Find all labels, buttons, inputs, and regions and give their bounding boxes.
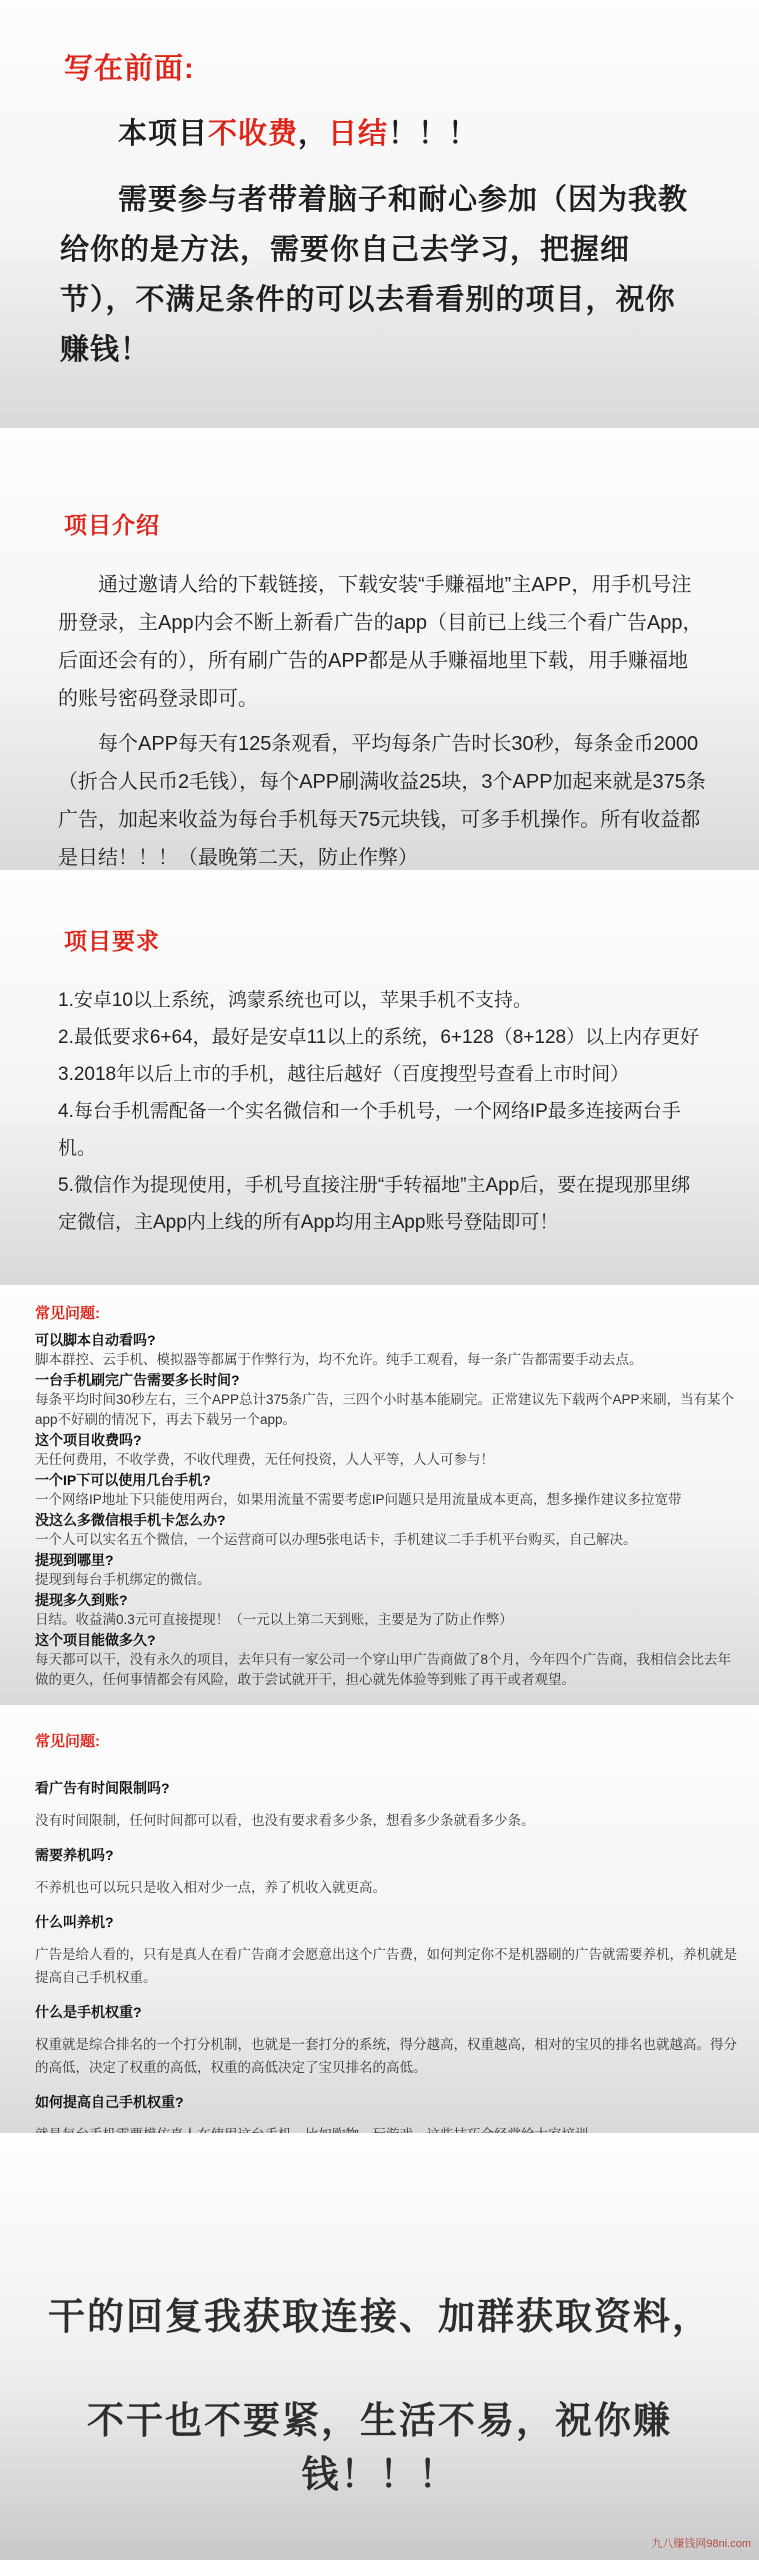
faq-question: 需要养机吗? bbox=[35, 1847, 114, 1863]
faq-answer: 提现到每台手机绑定的微信。 bbox=[35, 1572, 211, 1587]
section-project-intro bbox=[0, 428, 759, 870]
faq-answer: 没有时间限制，任何时间都可以看，也没有要求看多少条，想看多少条就看多少条。 bbox=[35, 1813, 535, 1828]
requirement-item: 4.每台手机需配备一个实名微信和一个手机号，一个网络IP最多连接两台手机。 bbox=[58, 1101, 681, 1159]
faq-question: 什么叫养机? bbox=[35, 1914, 114, 1930]
site-watermark: 九八赚钱网98ni.com bbox=[651, 2538, 751, 2550]
foreword-paragraph: 需要参与者带着脑子和耐心参加（因为我教给你的是方法，需要你自己去学习，把握细节），不满足条件的可以去看看别的项目，祝你赚钱！ bbox=[60, 184, 689, 366]
footer-wellwish: 不干也不要紧，生活不易，祝你赚钱！！！ bbox=[87, 2400, 672, 2495]
section-faq-2 bbox=[0, 1705, 759, 2133]
faq-entry bbox=[35, 1779, 739, 1832]
faq2-heading: 常见问题: bbox=[35, 1733, 100, 1750]
requirements-list bbox=[58, 982, 707, 1241]
faq-question: 一台手机刷完广告需要多长时间? bbox=[35, 1372, 240, 1388]
claim-pre: 本项目 bbox=[118, 118, 209, 150]
faq-answer: 每条平均时间30秒左右，三个APP总计375条广告，三四个小时基本能刷完。正常建议先下载两个APP来刷，当有某个app不好刷的情况下，再去下载另一个app。 bbox=[35, 1392, 735, 1427]
faq-entry bbox=[35, 1630, 739, 1690]
project-intro-paragraph-2: 每个APP每天有125条观看，平均每条广告时长30秒，每条金币2000（折合人民币2毛钱），每个APP刷满收益25块，3个APP加起来就是375条广告，加起来收益为每台手机每天75元块钱，可多手机操作。所有收益都是日结！！！（最晚第二天，防止作弊） bbox=[58, 733, 706, 869]
claim-free-highlight: 不收费 bbox=[208, 118, 299, 150]
faq-entry bbox=[35, 1590, 739, 1630]
faq-question: 这个项目收费吗? bbox=[35, 1432, 142, 1448]
faq-answer: 一个网络IP地址下只能使用两台，如果用流量不需要考虑IP问题只是用流量成本更高，想多操作建议多拉宽带 bbox=[35, 1492, 682, 1507]
faq-answer: 日结。收益满0.3元可直接提现！（一元以上第二天到账，主要是为了防止作弊） bbox=[35, 1612, 513, 1627]
faq-answer: 权重就是综合排名的一个打分机制，也就是一套打分的系统，得分越高，权重越高，相对的宝贝的排名也就越高。得分的高低，决定了权重的高低，权重的高低决定了宝贝排名的高低。 bbox=[35, 2037, 737, 2075]
faq2-list bbox=[35, 1779, 739, 2146]
requirement-item: 2.最低要求6+64，最好是安卓11以上的系统，6+128（8+128）以上内存更好 bbox=[58, 1027, 700, 1048]
faq-entry bbox=[35, 1846, 739, 1899]
faq-question: 没这么多微信根手机卡怎么办? bbox=[35, 1512, 226, 1528]
faq-question: 如何提高自己手机权重? bbox=[35, 2094, 184, 2110]
faq-answer: 不养机也可以玩只是收入相对少一点，养了机收入就更高。 bbox=[35, 1880, 386, 1895]
foreword-heading: 写在前面: bbox=[64, 53, 195, 85]
faq-question: 提现多久到账? bbox=[35, 1592, 128, 1608]
claim-separator: ， bbox=[298, 118, 329, 150]
faq-entry bbox=[35, 1470, 739, 1510]
section-footer-banner bbox=[0, 2133, 759, 2560]
faq-entry bbox=[35, 1430, 739, 1470]
faq-entry bbox=[35, 1370, 739, 1430]
faq-question: 可以脚本自动看吗? bbox=[35, 1332, 156, 1348]
faq-entry bbox=[35, 1550, 739, 1590]
faq-entry bbox=[35, 1510, 739, 1550]
faq-question: 提现到哪里? bbox=[35, 1552, 114, 1568]
footer-call-to-action: 干的回复我获取连接、加群获取资料， bbox=[48, 2296, 711, 2337]
faq-answer: 一个人可以实名五个微信，一个运营商可以办理5张电话卡，手机建议二手手机平台购买，自己解决。 bbox=[35, 1532, 637, 1547]
faq-question: 一个IP下可以使用几台手机? bbox=[35, 1472, 211, 1488]
faq1-list bbox=[35, 1330, 739, 1690]
project-intro-heading: 项目介绍 bbox=[64, 512, 160, 538]
faq-answer: 无任何费用，不收学费，不收代理费，无任何投资，人人平等，人人可参与！ bbox=[35, 1452, 494, 1467]
faq-question: 看广告有时间限制吗? bbox=[35, 1780, 170, 1796]
requirement-item: 5.微信作为提现使用，手机号直接注册“手转福地”主App后，要在提现那里绑定微信，主App内上线的所有App均用主App账号登陆即可！ bbox=[58, 1175, 691, 1233]
faq-answer: 脚本群控、云手机、模拟器等都属于作弊行为，均不允许。纯手工观看，每一条广告都需要手动去点。 bbox=[35, 1352, 643, 1367]
faq-answer: 每天都可以干，没有永久的项目，去年只有一家公司一个穿山甲广告商做了8个月，今年四个广告商，我相信会比去年做的更久，任何事情都会有风险，敢于尝试就开干，担心就先体验等到账了再干或者观望。 bbox=[35, 1652, 732, 1687]
faq-question: 什么是手机权重? bbox=[35, 2004, 142, 2020]
project-intro-paragraph-1: 通过邀请人给的下载链接，下载安装“手赚福地”主APP，用手机号注册登录，主App内会不断上新看广告的app（目前已上线三个看广告App，后面还会有的），所有刷广告的APP都是从手赚福地里下载，用手赚福地的账号密码登录即可。 bbox=[58, 574, 703, 710]
section-faq-1 bbox=[0, 1285, 759, 1705]
project-requirements-heading: 项目要求 bbox=[64, 928, 160, 954]
faq-answer: 广告是给人看的，只有是真人在看广告商才会愿意出这个广告费，如何判定你不是机器刷的广告就需要养机，养机就是提高自己手机权重。 bbox=[35, 1947, 737, 1985]
faq-entry bbox=[35, 1913, 739, 1989]
requirement-item: 1.安卓10以上系统，鸿蒙系统也可以，苹果手机不支持。 bbox=[58, 990, 532, 1011]
section-project-requirements bbox=[0, 870, 759, 1285]
faq1-heading: 常见问题: bbox=[35, 1305, 100, 1322]
faq-question: 这个项目能做多久? bbox=[35, 1632, 156, 1648]
section-foreword bbox=[0, 0, 759, 428]
requirement-item: 3.2018年以后上市的手机，越往后越好（百度搜型号查看上市时间） bbox=[58, 1064, 630, 1085]
claim-exclamation: ！！！ bbox=[388, 118, 479, 150]
claim-daily-highlight: 日结 bbox=[328, 118, 389, 150]
faq-entry bbox=[35, 2003, 739, 2079]
faq-entry bbox=[35, 1330, 739, 1370]
foreword-claim-line bbox=[60, 109, 701, 159]
